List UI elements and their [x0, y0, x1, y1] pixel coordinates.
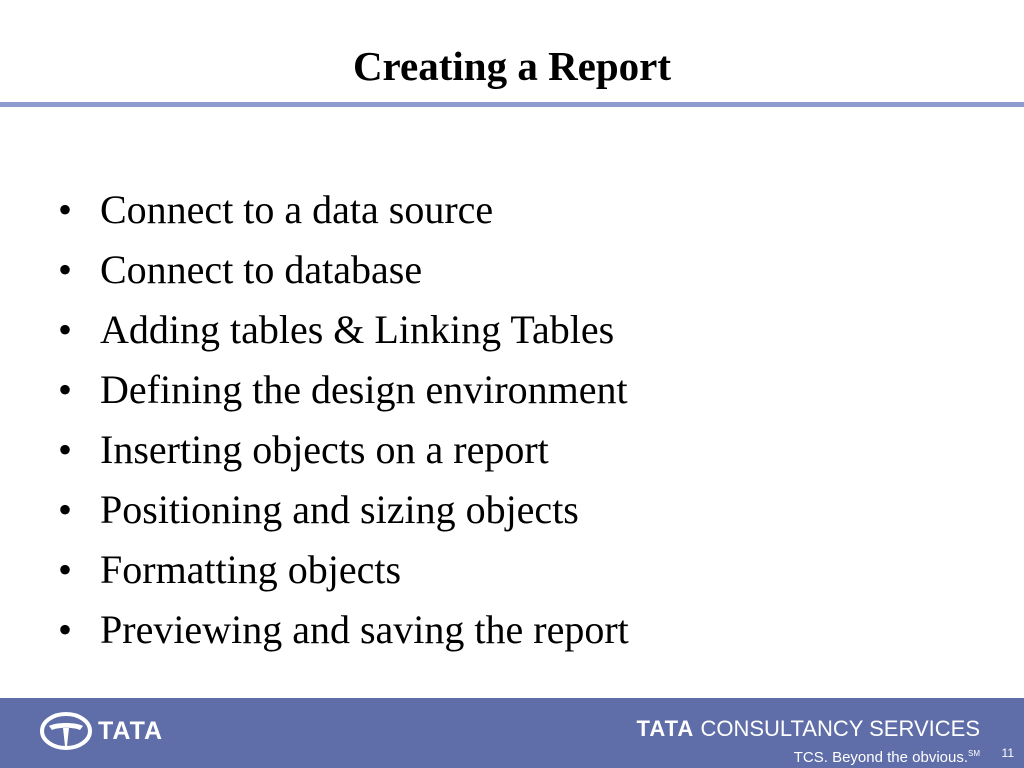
tcs-logo [637, 716, 980, 768]
footer-bar [0, 698, 1024, 768]
bullet-marker: • [58, 247, 73, 292]
bullet-text: Previewing and saving the report [100, 607, 629, 652]
bullet-text: Inserting objects on a report [100, 427, 549, 472]
bullet-text: Defining the design environment [100, 367, 628, 412]
tcs-logo-name: CONSULTANCY SERVICES [700, 716, 980, 741]
bullet-text: Connect to database [100, 247, 423, 292]
list-item [58, 180, 958, 240]
bullet-marker: • [58, 487, 73, 532]
bullet-text: Formatting objects [100, 547, 402, 592]
bullet-marker: • [58, 547, 73, 592]
tata-logo-text: TATA [98, 716, 164, 745]
list-item [58, 240, 958, 300]
bullet-text: Adding tables & Linking Tables [100, 307, 615, 352]
list-item [58, 480, 958, 540]
bullet-text: Positioning and sizing objects [100, 487, 579, 532]
slide-title: Creating a Report [352, 43, 672, 89]
bullet-marker: • [58, 607, 73, 652]
title-divider [0, 102, 1024, 107]
bullet-marker: • [58, 367, 73, 412]
tcs-tagline: TCS. Beyond the obvious. [793, 749, 968, 766]
bullet-marker: • [58, 427, 73, 472]
bullet-marker: • [58, 307, 73, 352]
list-item [58, 420, 958, 480]
bullet-list [58, 180, 958, 660]
list-item [58, 540, 958, 600]
list-item [58, 600, 958, 660]
trademark-mark: SM [968, 749, 980, 758]
page-number: 11 [1001, 746, 1014, 760]
list-item [58, 360, 958, 420]
list-item [58, 300, 958, 360]
bullet-text: Connect to a data source [100, 187, 494, 232]
tcs-logo-brand: TATA [636, 716, 695, 741]
tata-logo-icon [40, 712, 92, 750]
tata-logo [40, 712, 163, 750]
bullet-marker: • [58, 187, 73, 232]
